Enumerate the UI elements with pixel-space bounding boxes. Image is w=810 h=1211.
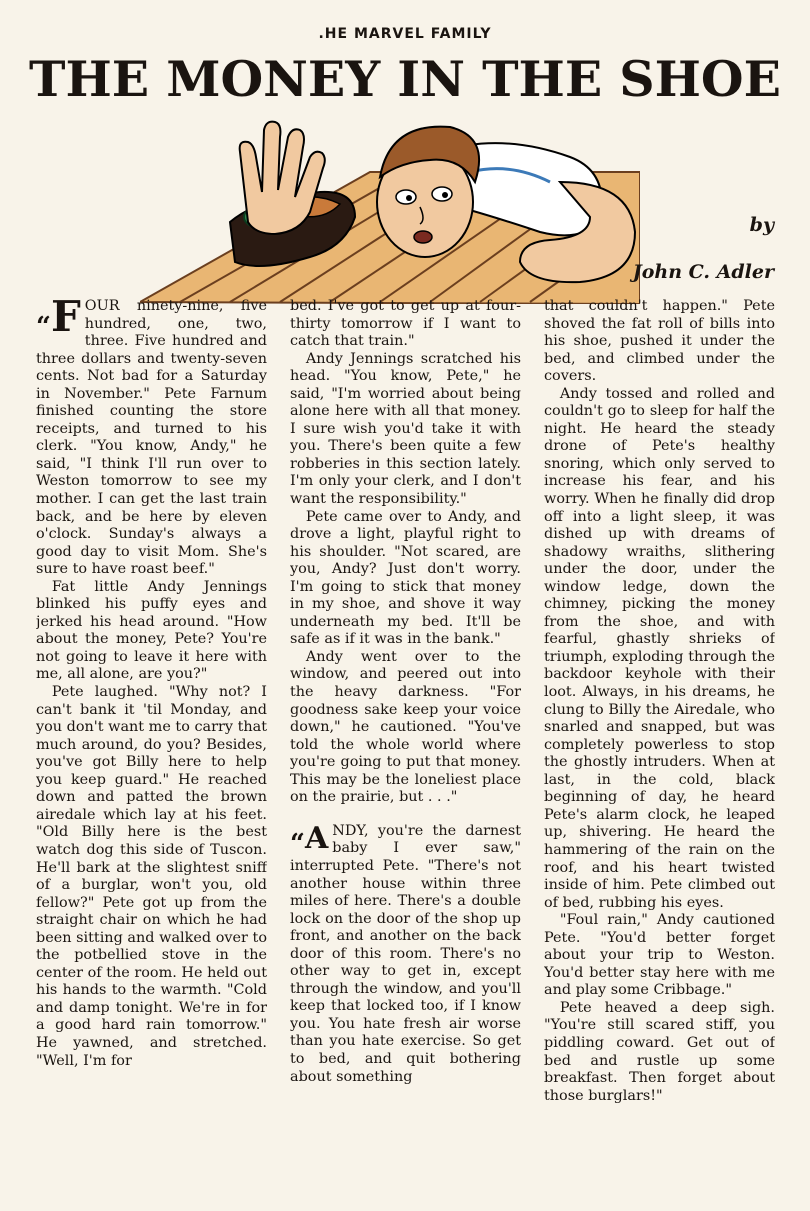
paragraph: “A NDY, you're the darnest baby I ever saw," interrupted Pete. "There's not another house within three miles of here. There's a double lock on the door of the shop up front, and another on the back door of this room. There's no other way to get in, except through the window, and you'll keep that locked too, if I know you. You hate fresh air worse than you hate exercise. So get to bed, and quit bothering about something — [290, 820, 521, 1085]
paragraph: Andy went over to the window, and peered out into the heavy darkness. "For goodness sake keep your voice down," he cautioned. "You've told the whole world where you're going to put that money. This may be the loneliest place on the prairie, but . . ." — [290, 648, 521, 806]
paragraph: “F OUR ninety-nine, five hundred, one, two, three. Five hundred and three dollars and twenty-seven cents. Not bad for a Saturday in November." Pete Farnum finished counting the store receipts, and turned to his clerk. "You know, Andy," he said, "I think I'll run over to Weston tomorrow to see my mother. I can get the last train back, and be here by eleven o'clock. Sunday's always a good day to visit Mom. She's sure to have roast beef." — [36, 298, 267, 578]
paragraph: Fat little Andy Jennings blinked his puffy eyes and jerked his head around. "How about the money, Pete? You're not going to leave it here with me, all alone, are you?" — [36, 578, 267, 683]
column-3 — [544, 298, 775, 1168]
drop-cap: “F — [36, 298, 81, 342]
man-leaning-over-shoe-illustration — [140, 112, 640, 304]
paragraph: that couldn't happen." Pete shoved the fat roll of bills into his shoe, pushed it under the bed, and climbed under the covers. — [544, 298, 775, 385]
column-1 — [36, 298, 267, 1168]
column-2 — [290, 298, 521, 1168]
drop-cap: “A — [290, 820, 329, 859]
paragraph: bed. I've got to get up at four-thirty tomorrow if I want to catch that train." — [290, 298, 521, 350]
paragraph: Pete heaved a deep sigh. "You're still scared stiff, you piddling coward. Get out of bed and rustle up some breakfast. Then forget about those burglars!" — [544, 999, 775, 1104]
story-columns — [36, 298, 776, 1168]
paragraph: Pete came over to Andy, and drove a light, playful right to his shoulder. "Not scared, are you, Andy? Just don't worry. I'm going to stick that money in my shoe, and shove it way underneath my bed. It'll be safe as if it was in the bank." — [290, 508, 521, 648]
paragraph: "Foul rain," Andy cautioned Pete. "You'd better forget about your trip to Weston. You'd better stay here with me and play some Cribbage." — [544, 912, 775, 999]
story-title: THE MONEY IN THE SHOE — [29, 50, 781, 108]
byline-by: by — [749, 214, 774, 236]
paragraph: Andy tossed and rolled and couldn't go to sleep for half the night. He heard the steady drone of Pete's healthy snoring, which only served to increase his fear, and his worry. When he finally did drop off into a light sleep, it was dished up with dreams of shadowy wraiths, slithering under the door, under the window ledge, down the chimney, picking the money from the shoe, and with fearful, ghastly shrieks of triumph, exploding through the backdoor keyhole with their loot. Always, in his dreams, he clung to Billy the Airedale, who snarled and snapped, but was completely powerless to stop the ghostly intruders. When at last, in the cold, black beginning of day, he heard Pete's alarm clock, he leaped up, shivering. He heard the hammering of the rain on the roof, and his heart twisted inside of him. Pete climbed out of bed, rubbing his eyes. — [544, 385, 775, 911]
byline-author: John C. Adler — [632, 261, 774, 283]
paragraph: Pete laughed. "Why not? I can't bank it 'til Monday, and you don't want me to carry that much around, do you? Besides, you've got Billy here to help you keep guard." He reached down and patted the brown airedale which lay at his feet. "Old Billy here is the best watch dog this side of Tuscon. He'll bark at the slightest sniff of a burglar, won't you, old fellow?" Pete got up from the straight chair on which he had been sitting and walked over to the potbellied stove in the center of the room. He held out his hands to the warmth. "Cold and damp tonight. We're in for a good hard rain tomorrow." He yawned, and stretched. "Well, I'm for — [36, 684, 267, 1069]
paragraph: Andy Jennings scratched his head. "You know, Pete," he said, "I'm worried about being alone here with all that money. I sure wish you'd take it with you. There's been quite a few robberies in this section lately. I'm only your clerk, and I don't want the responsibility." — [290, 350, 521, 508]
running-head: .HE MARVEL FAMILY — [318, 26, 492, 42]
